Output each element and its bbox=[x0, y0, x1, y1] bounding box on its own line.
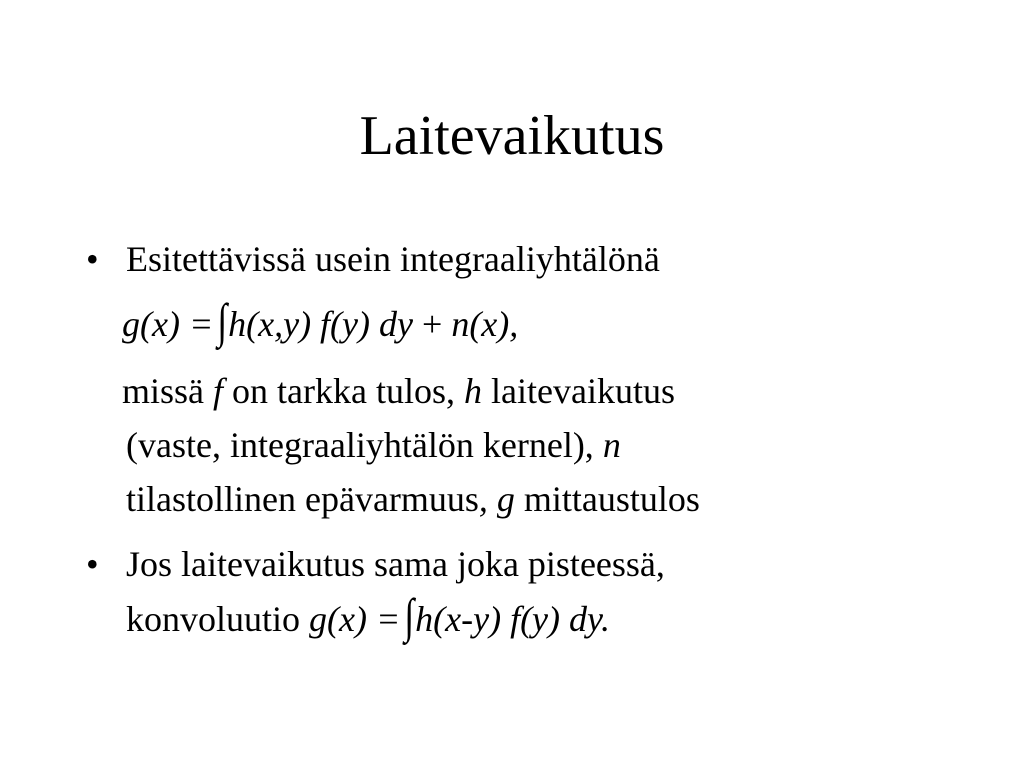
bullet-1-text: Esitettävissä usein integraaliyhtälönä bbox=[126, 239, 660, 279]
convolution-rhs: h(x-y) f(y) dy. bbox=[415, 599, 611, 639]
convolution-label: konvoluutio bbox=[126, 599, 310, 639]
explanation-text: tilastollinen epävarmuus bbox=[126, 479, 479, 519]
explanation-line-3 bbox=[126, 477, 700, 521]
bullet-2-text-line-2 bbox=[126, 588, 611, 643]
symbol-g: g bbox=[487, 479, 515, 519]
symbol-n: n bbox=[602, 425, 621, 465]
explanation-text: (vaste, integraaliyhtälön kernel), bbox=[126, 425, 603, 465]
integral-symbol: ∫ bbox=[217, 293, 228, 348]
symbol-h: h bbox=[464, 371, 482, 411]
symbol-f: f bbox=[213, 371, 224, 411]
explanation-text: on tarkka tulos, bbox=[223, 371, 464, 411]
bullet-2-marker: • bbox=[86, 544, 99, 584]
explanation-text: mittaustulos bbox=[514, 479, 700, 519]
slide-title: Laitevaikutus bbox=[359, 105, 665, 167]
equation-lhs: g(x) = bbox=[122, 304, 214, 344]
equation-noise-term: n(x), bbox=[451, 304, 519, 344]
integral-symbol: ∫ bbox=[404, 588, 415, 643]
bullet-2-text-line-1: Jos laitevaikutus sama joka pisteessä, bbox=[126, 544, 665, 584]
explanation-line-2 bbox=[126, 423, 621, 467]
convolution-lhs: g(x) = bbox=[309, 599, 401, 639]
explanation-comma: , bbox=[478, 479, 488, 519]
equation-kernel-term: h(x,y) f(y) dy bbox=[228, 304, 413, 344]
explanation-text: laitevaikutus bbox=[482, 371, 675, 411]
integral-equation bbox=[122, 293, 519, 348]
explanation-line-1 bbox=[122, 369, 675, 413]
equation-plus: + bbox=[422, 304, 443, 344]
bullet-1-marker: • bbox=[86, 239, 99, 279]
explanation-text: missä bbox=[122, 371, 214, 411]
